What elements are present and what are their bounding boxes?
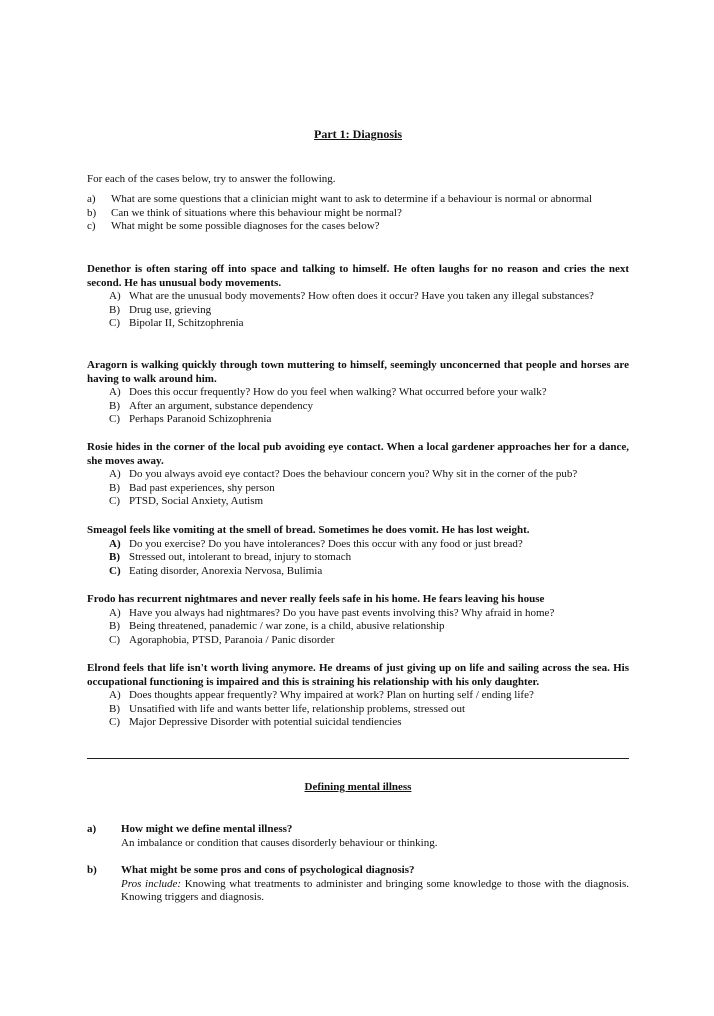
definition-body	[121, 864, 629, 905]
answer-text: An imbalance or condition that causes disorderly behaviour or thinking.	[121, 836, 438, 849]
question-item	[87, 207, 629, 221]
case-heading: Rosie hides in the corner of the local pub avoiding eye contact. When a local gardener approaches her for a dance, she moves away.	[87, 441, 629, 467]
answer-list	[109, 607, 629, 648]
answer-label: B)	[109, 481, 120, 494]
answer-list	[109, 468, 629, 509]
answer-text: Perhaps Paranoid Schizophrenia	[129, 413, 272, 426]
answer-label: B)	[109, 399, 120, 412]
answer-item	[109, 689, 629, 703]
answer-list	[109, 689, 629, 730]
answer-label: B)	[109, 702, 120, 715]
answer-item	[109, 386, 629, 400]
answer-text: Knowing what treatments to administer and bringing some knowledge to those with the diagnosis. Knowing triggers and diagnosis.	[121, 877, 629, 904]
answer-label: A)	[109, 386, 121, 399]
answer-label: C)	[109, 564, 121, 577]
answer-text: Being threatened, panademic / war zone, is a child, abusive relationship	[129, 620, 445, 633]
answer-text: What are the unusual body movements? How often does it occur? Have you taken any illegal substances?	[129, 290, 594, 303]
answer-item	[109, 400, 629, 414]
question-item	[87, 220, 629, 234]
answer-label: A)	[109, 290, 121, 303]
intro-text: For each of the cases below, try to answer the following.	[87, 173, 336, 185]
question-text: What are some questions that a clinician might want to ask to determine if a behaviour is normal or abnormal	[111, 193, 593, 205]
case-frodo	[87, 593, 629, 647]
answer-text: Do you always avoid eye contact? Does the behaviour concern you? Why sit in the corner of the pub?	[129, 468, 578, 481]
answer-item	[109, 304, 629, 318]
case-rosie	[87, 441, 629, 509]
answer-item	[109, 468, 629, 482]
question-label: b)	[87, 206, 97, 219]
question-text: What might be some possible diagnoses for the cases below?	[111, 220, 380, 233]
answer-label: B)	[109, 620, 120, 633]
answer-text: Drug use, grieving	[129, 303, 212, 316]
definition-question: What might be some pros and cons of psychological diagnosis?	[121, 864, 415, 876]
answer-item	[109, 634, 629, 648]
answer-item	[109, 565, 629, 579]
answer-text: After an argument, substance dependency	[129, 399, 313, 412]
case-heading: Smeagol feels like vomiting at the smell of bread. Sometimes he does vomit. He has lost weight.	[87, 524, 530, 536]
answer-item	[109, 716, 629, 730]
answer-item	[109, 538, 629, 552]
definition-answer	[121, 837, 629, 851]
answer-list	[109, 290, 629, 331]
case-heading: Denethor is often staring off into space and talking to himself. He often laughs for no reason and cries the next second. He has unusual body movements.	[87, 263, 629, 289]
definition-item	[87, 823, 629, 850]
case-heading: Frodo has recurrent nightmares and never really feels safe in his home. He fears leaving his house	[87, 593, 545, 605]
definition-answer	[121, 878, 629, 905]
answer-text: Does thoughts appear frequently? Why impaired at work? Plan on hurting self / ending life?	[129, 689, 534, 702]
answer-text: Agoraphobia, PTSD, Paranoia / Panic disorder	[129, 633, 335, 646]
answer-label: C)	[109, 633, 120, 646]
answer-list	[109, 386, 629, 427]
question-label: c)	[87, 220, 96, 233]
case-elrond	[87, 662, 629, 730]
answer-label: C)	[109, 716, 120, 729]
answer-item	[109, 317, 629, 331]
answer-label: B)	[109, 303, 120, 316]
answer-text: Bad past experiences, shy person	[129, 481, 275, 494]
definition-label: b)	[87, 864, 97, 876]
question-item	[87, 193, 629, 207]
answer-item	[109, 551, 629, 565]
definition-question: How might we define mental illness?	[121, 823, 293, 835]
section-divider	[87, 758, 629, 759]
answer-label: A)	[109, 537, 121, 550]
answer-text: Eating disorder, Anorexia Nervosa, Bulimia	[129, 564, 323, 577]
answer-label: A)	[109, 689, 121, 702]
case-smeagol	[87, 524, 629, 578]
section-title: Defining mental illness	[304, 781, 412, 793]
case-denethor	[87, 263, 629, 331]
answer-label: A)	[109, 606, 121, 619]
case-heading: Aragorn is walking quickly through town muttering to himself, seemingly unconcerned that people and horses are having to walk around him.	[87, 359, 629, 385]
answer-text: PTSD, Social Anxiety, Autism	[129, 495, 264, 508]
page-title: Part 1: Diagnosis	[314, 127, 402, 141]
answer-text: Do you exercise? Do you have intolerances? Does this occur with any food or just bread?	[129, 537, 523, 550]
answer-label: C)	[109, 495, 120, 508]
answer-label: B)	[109, 551, 120, 564]
answer-label: A)	[109, 468, 121, 481]
answer-item	[109, 607, 629, 621]
answer-item	[109, 413, 629, 427]
answer-text: Bipolar II, Schitzophrenia	[129, 317, 244, 330]
question-list	[87, 193, 629, 234]
answer-text: Have you always had nightmares? Do you have past events involving this? Why afraid in home?	[129, 606, 555, 619]
answer-item	[109, 290, 629, 304]
case-heading: Elrond feels that life isn't worth living anymore. He dreams of just giving up on life and sailing across the sea. His occupational functioning is impaired and this is straining his relationship with his only daughter.	[87, 662, 629, 688]
answer-label: C)	[109, 413, 120, 426]
question-text: Can we think of situations where this behaviour might be normal?	[111, 206, 402, 219]
definition-item	[87, 864, 629, 905]
definition-label: a)	[87, 823, 97, 835]
answer-label: C)	[109, 317, 120, 330]
answer-text: Stressed out, intolerant to bread, injury to stomach	[129, 551, 352, 564]
answer-item	[109, 703, 629, 717]
case-aragorn	[87, 359, 629, 427]
answer-text: Does this occur frequently? How do you feel when walking? What occurred before your walk?	[129, 386, 547, 399]
answer-item	[109, 495, 629, 509]
definition-body	[121, 823, 629, 850]
answer-prefix: Pros include:	[121, 877, 182, 890]
answer-text: Unsatified with life and wants better life, relationship problems, stressed out	[129, 702, 466, 715]
question-label: a)	[87, 193, 96, 205]
answer-list	[109, 538, 629, 579]
answer-item	[109, 620, 629, 634]
answer-text: Major Depressive Disorder with potential suicidal tendiencies	[129, 716, 402, 729]
answer-item	[109, 482, 629, 496]
